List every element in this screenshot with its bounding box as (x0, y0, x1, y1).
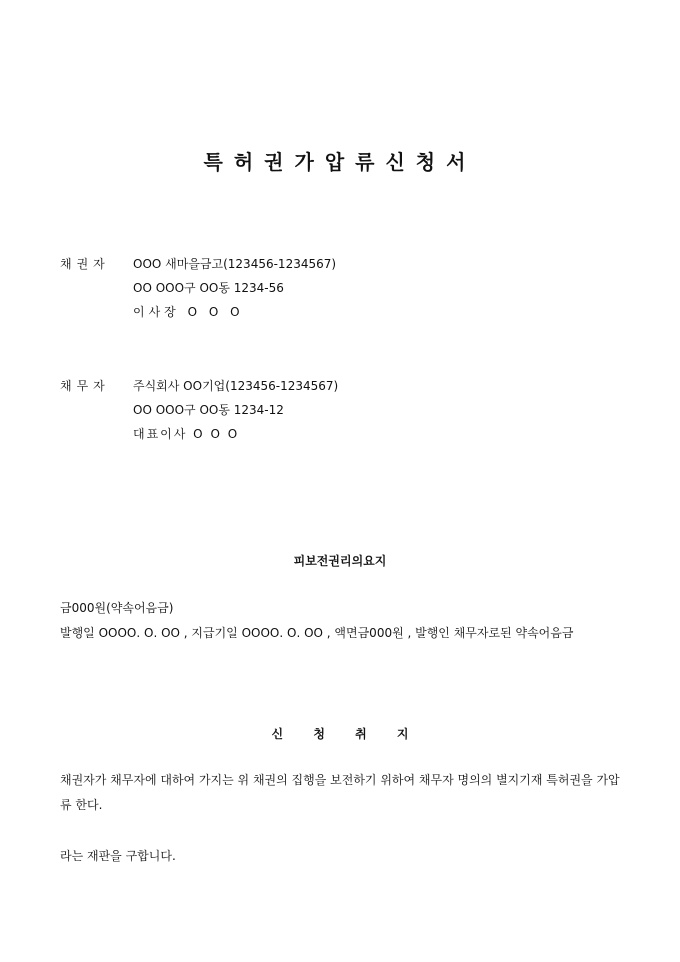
protected-rights-heading: 피보전권리의요지 (293, 554, 387, 568)
debtor-block (60, 374, 338, 446)
debtor-label: 채무자 (60, 379, 110, 393)
creditor-address: ΟΟ ΟΟΟ구 ΟΟ동 1234-56 (133, 281, 284, 295)
creditor-name: ΟΟΟ 새마을금고(123456-1234567) (133, 257, 337, 271)
purpose-body: 채권자가 채무자에 대하여 가지는 위 채권의 집행을 보전하기 위하여 채무자 명의의 별지기재 특허권을 가압류 한다. (60, 773, 620, 812)
document-title: 특허권가압류신청서 (203, 150, 477, 174)
debtor-representative: 대표이사 Ο Ο Ο (133, 427, 240, 441)
debtor-name: 주식회사 ΟΟ기업(123456-1234567) (133, 379, 339, 393)
purpose-heading: 신 청 취 지 (271, 727, 409, 741)
creditor-block (60, 252, 336, 324)
protected-rights-line2: 발행일 ΟΟΟΟ. Ο. ΟΟ , 지급기일 ΟΟΟΟ. Ο. ΟΟ , 액면금000원 , 발행인 채무자로된 약속어음금 (60, 626, 574, 640)
debtor-address: ΟΟ ΟΟΟ구 ΟΟ동 1234-12 (133, 403, 284, 417)
creditor-label: 채권자 (60, 257, 110, 271)
creditor-representative: 이사장 Ο Ο Ο (133, 305, 244, 319)
closing-text: 라는 재판을 구합니다. (60, 849, 176, 863)
protected-rights-line1: 금000원(약속어음금) (60, 601, 174, 615)
protected-rights-body (60, 596, 626, 646)
